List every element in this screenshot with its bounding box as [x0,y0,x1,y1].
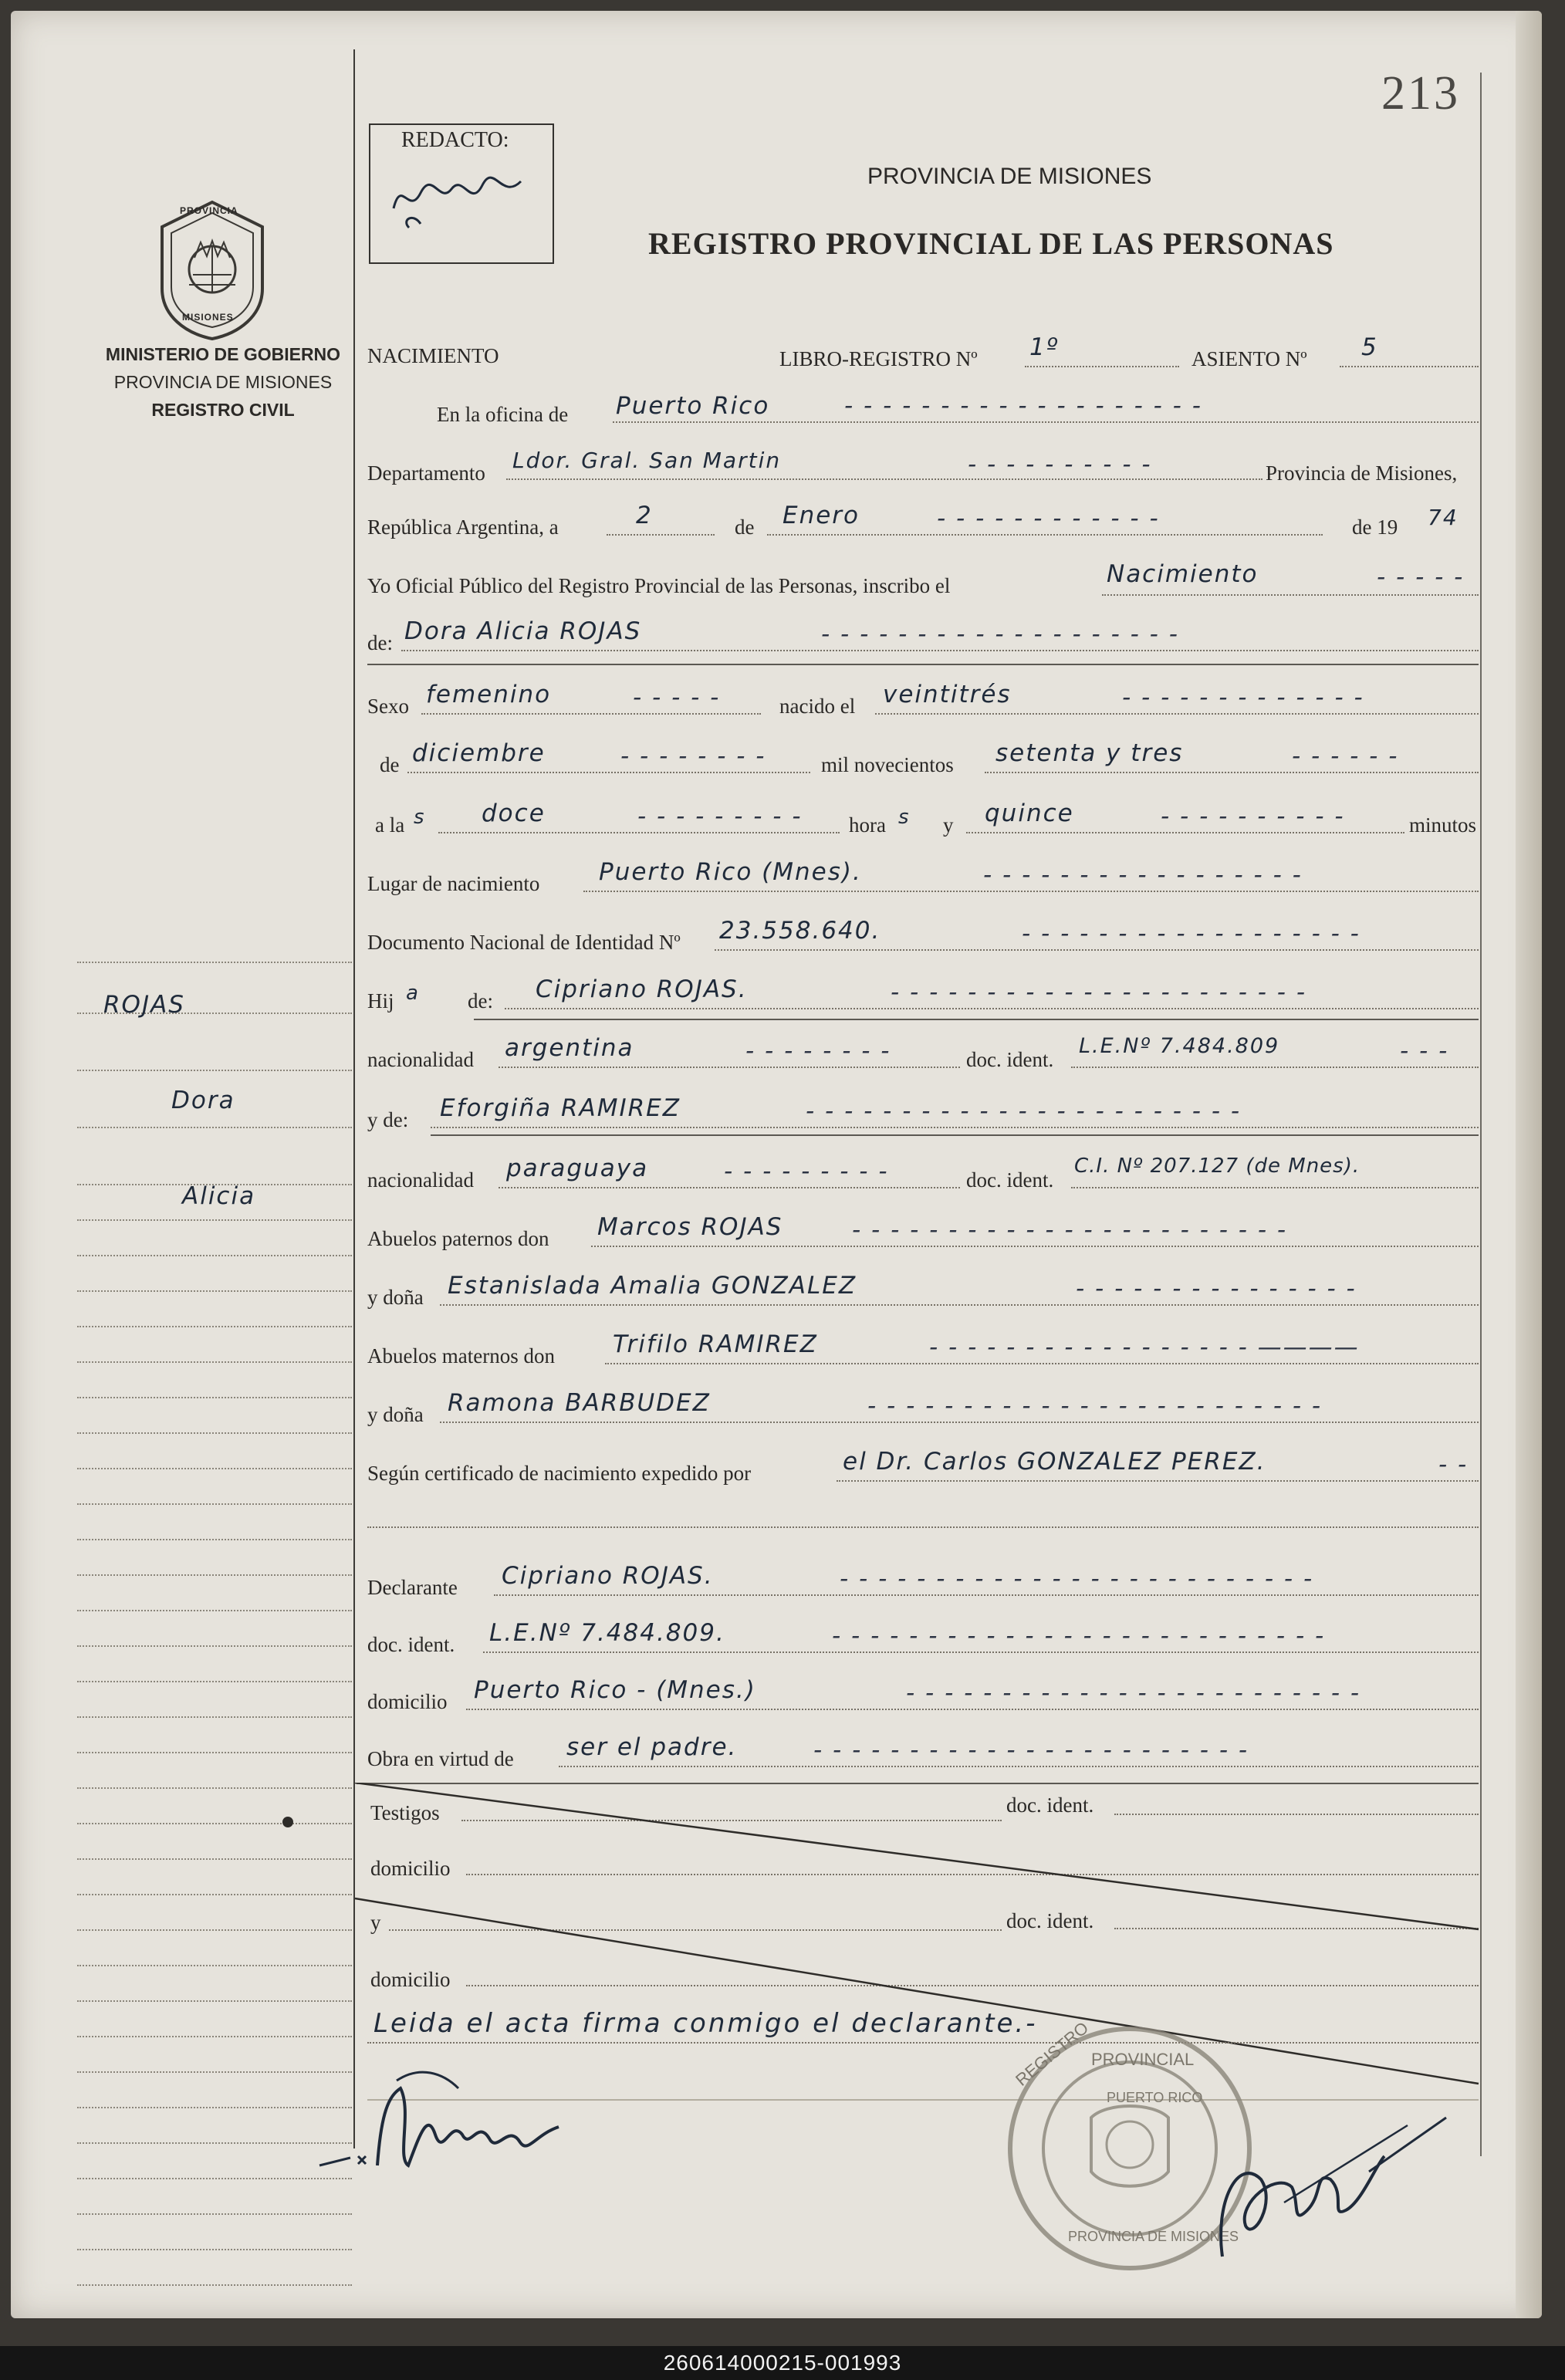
value-obra: ser el padre. [566,1733,738,1761]
redacto-label: REDACTO: [401,128,509,152]
value-abuela-paterna: Estanislada Amalia GONZALEZ [448,1272,857,1300]
value-declarante-doc: L.E.Nº 7.484.809. [489,1619,725,1647]
value-inscribe: Nacimiento [1107,560,1259,588]
label-documento: Documento Nacional de Identidad Nº [367,931,681,954]
line-hora [438,832,840,833]
value-abuelo-paterno: Marcos ROJAS [597,1213,783,1241]
margin-first-name: Dora [171,1087,235,1114]
line-leida [367,2042,1479,2044]
margin-surname: ROJAS [103,991,185,1019]
margin-line [77,1290,352,1292]
margin-line [77,2249,352,2250]
value-mes: Enero [782,502,860,529]
label-testigos: Testigos [370,1801,440,1824]
margin-second-name: Alicia [182,1182,256,1210]
margin-line [77,1752,352,1753]
line-libro [1025,366,1179,367]
label-testigo2-domicilio: domicilio [370,1968,451,1991]
margin-line [77,1929,352,1931]
label-y-de: y de: [367,1108,409,1131]
rule-after-padre [474,1019,1479,1020]
line-abuela-paterna [440,1304,1479,1306]
line-departamento [506,478,1262,480]
label-nacionalidad-madre: nacionalidad [367,1168,474,1192]
testigos-cancel-lines [355,1783,1482,2091]
value-declarante-domicilio: Puerto Rico - (Mnes.) [474,1676,756,1704]
value-madre: Eforgiña RAMIREZ [440,1094,681,1122]
redacto-signature [386,162,532,239]
margin-line [77,1539,352,1540]
label-abuelos-paternos: Abuelos paternos don [367,1227,549,1250]
label-yo-oficial: Yo Oficial Público del Registro Provincial de las Personas, inscribo el [367,574,951,597]
label-y-minutos: y [943,813,954,837]
seal-text-bottom: MISIONES [182,312,234,323]
line-mes [767,534,1323,536]
margin-line [77,1255,352,1256]
line-nacido-mes [407,772,810,773]
label-domicilio-declarante: domicilio [367,1690,448,1713]
margin-line [77,1681,352,1682]
line-obra [559,1766,1479,1767]
stamp-center-text: PUERTO RICO [1107,2090,1203,2105]
value-leida-acta: Leida el acta firma conmigo el declarante.- [374,2008,1038,2039]
value-libro: 1º [1029,333,1060,361]
label-nacido: nacido el [779,695,856,718]
value-nacido-anio: setenta y tres [995,739,1184,767]
label-testigo1-domicilio: domicilio [370,1857,451,1880]
line-minutos [966,832,1404,833]
margin-line [77,2000,352,2002]
line-nacionalidad-padre [499,1067,960,1068]
value-abuelo-materno: Trifilo RAMIREZ [613,1330,818,1358]
label-provincia: Provincia de Misiones, [1266,461,1458,485]
margin-line [77,1645,352,1647]
line-inscribe [1102,594,1479,596]
line-sexo [421,713,761,715]
page-number: 213 [1381,67,1460,120]
registry-title: REGISTRO PROVINCIAL DE LAS PERSONAS [648,226,1334,261]
margin-line [77,1219,352,1221]
register-page: 213 REDACTO: PROVINCIA DE MISIONES REGISTRO PROVINCIAL DE LAS PERSONAS PROVINCIA MISIONES MINISTERIO DE GOBIERNO PROVINCIA DE MISIONES REGISTRO CIVIL ROJAS Dora Alicia NACIMIENTO LIBRO-REGISTRO Nº 1º ASIENTO Nº 5 En la oficina de Puerto Rico - - - - - - - - - - - - - - - - - - - Departamento Ldor. Gral. San Martin - - - - - - - - - - Provincia de Misiones, República Argentina, a 2 de Enero - - - - - - - - - - - - de 19 74 Yo Oficial Público del Registro Provincial de las Personas, inscribo el Nacimiento - - - - - de: Dora Alicia ROJAS - - - - - - - - - - - - - - - - - - - Sexo femenino - - - - - nacido el veintitrés - - - - - - - - - - - - - de diciembre - - - - - - - - mil novecientos setenta y tres - - - - - - a la s doce - - - - - - - - - hora s y quince - - - - - - - - - - minutos Lugar de nacimiento Puerto Rico (Mnes). - - - - - - - - - - - - - - - - - Documento Nacional de Identidad Nº 23.558.640. - - - - - - - - - - - - - - - - - - Hij a de: Cipriano ROJAS. - - - - - - - - - - - - - - - - - - - - - - nacionalidad argentina - - - - - - - - doc. ident. L.E.Nº 7.484.809 - - - y de: Eforgiña RAMIREZ - - - - - - - - - - - - - - - - - - - - - - - nacionalidad paraguaya - - - - - - - - - doc. ident. C.I. Nº 207.127 (de Mnes). Abuelos paternos don Marcos ROJAS - - - - - - - - - - - - - - - - - - - - - - - y doña Estanislada Amalia GONZALEZ - - - - - - - - - - - - - - - Abuelos maternos don Trifilo RAMIREZ - - - - - - - - - - - - - - - - - ———— y doña Ramona BARBUDEZ - - - - - - - - - - - - - - - - - - - - - - - - Según certificado de nacimiento expedido por el Dr. Carlos GONZALEZ PEREZ. - - Declarante Cipriano ROJAS. - - - - - - - - - - - - - - - - - - - - - - - - - doc. ident. L.E.Nº 7.484.809. - - - - - - - - - - - - - - - - - - - - - - - - - - domicilio Puerto Rico - (Mnes.) - - - - - - - - - - - - - - - - - - - - - - - - Obra en virtud de ser el padre. - - - - - - - - - - - - - - - - - - - - - - - Testigos doc. ident. domicilio y doc. ident. domicilio Leida el acta firma conmigo el declarante.- REGISTRO PROVINCIAL PUERTO RICO PROVINCIA DE MISIONES [11,11,1542,2318]
value-madre-doc: C.I. Nº 207.127 (de Mnes). [1074,1155,1361,1178]
margin-line [77,1468,352,1469]
svg-text:REGISTRO: REGISTRO [1012,2017,1093,2090]
label-oficina: En la oficina de [437,403,569,426]
label-mil: mil novecientos [821,753,954,776]
margin-line [77,1858,352,1860]
margin-line [77,1361,352,1363]
value-madre-nacionalidad: paraguaya [506,1155,649,1182]
value-dia: 2 [636,502,653,529]
value-hora: doce [482,800,546,827]
line-oficina [613,421,1479,423]
line-abuela-materna [440,1422,1479,1423]
label-declarante: Declarante [367,1576,458,1599]
label-de-anio: de 19 [1352,516,1398,539]
line-nacido-anio [985,772,1479,773]
label-testigo1-doc: doc. ident. [1006,1793,1094,1817]
value-nacido-dia: veintitrés [883,681,1012,708]
label-testigo2-doc: doc. ident. [1006,1909,1094,1932]
label-horas: hora [849,813,886,837]
label-obra: Obra en virtud de [367,1747,514,1770]
ministry-line2: PROVINCIA DE MISIONES [113,372,333,392]
stamp-bottom-text: PROVINCIA DE MISIONES [1068,2229,1239,2244]
label-y-testigo: y [370,1911,381,1934]
label-minutos: minutos [1409,813,1477,837]
line-nombre [401,650,1479,651]
value-certificado: el Dr. Carlos GONZALEZ PEREZ. [843,1448,1266,1476]
province-heading: PROVINCIA DE MISIONES [867,164,1152,189]
line-documento [715,949,1479,951]
value-declarante: Cipriano ROJAS. [502,1562,714,1590]
margin-line [77,1574,352,1576]
label-de-nombre: de: [367,631,393,654]
value-hij-suffix: a [406,982,420,1005]
margin-line [77,1787,352,1789]
label-sexo: Sexo [367,695,409,718]
ministry-line1: MINISTERIO DE GOBIERNO [105,344,341,364]
label-de-padre: de: [468,989,493,1013]
value-lugar: Puerto Rico (Mnes). [599,858,862,886]
rule-after-nombre [367,664,1479,665]
footer-id: 260614000215-001993 [663,2351,902,2375]
line-doc-padre [1071,1067,1479,1068]
label-dona-materna: y doña [367,1403,424,1426]
margin-line [77,2213,352,2215]
value-nacido-mes: diciembre [412,739,546,767]
margin-line [77,1503,352,1505]
label-hij: Hij [367,989,394,1013]
ink-dot [282,1817,293,1827]
label-abuelos-maternos: Abuelos maternos don [367,1344,555,1367]
value-padre-doc: L.E.Nº 7.484.809 [1079,1034,1280,1058]
line-certificado-2 [367,1526,1479,1528]
label-libro: LIBRO-REGISTRO Nº [779,347,978,370]
label-doc-madre: doc. ident. [966,1168,1054,1192]
label-de-mes: de [380,753,400,776]
line-nacionalidad-madre [499,1187,960,1188]
svg-text:PROVINCIAL: PROVINCIAL [1091,2050,1195,2069]
line-abuelo-materno [605,1363,1479,1364]
label-a-las: a la [375,813,405,837]
value-nombre: Dora Alicia ROJAS [404,617,642,645]
label-lugar: Lugar de nacimiento [367,872,540,895]
margin-line [77,1070,352,1071]
margin-line [77,1965,352,1966]
margin-line [77,1610,352,1611]
value-dni: 23.558.640. [719,917,881,945]
margin-line [77,1127,352,1128]
margin-line [77,2036,352,2037]
value-las-suffix: s [414,806,426,829]
margin-line [77,1326,352,1327]
line-doc-declarante [483,1651,1479,1653]
line-asiento [1340,366,1479,367]
line-dia [607,534,715,536]
margin-line [77,962,352,963]
line-madre [431,1127,1479,1128]
value-abuela-materna: Ramona BARBUDEZ [448,1389,711,1417]
label-nacionalidad-padre: nacionalidad [367,1048,474,1071]
value-anio: 74 [1428,505,1459,530]
rule-after-madre [431,1134,1479,1136]
line-padre [505,1008,1479,1009]
label-doc-declarante: doc. ident. [367,1633,455,1656]
value-horas-suffix: s [898,806,911,829]
margin-line [77,1894,352,1895]
line-lugar [583,891,1479,892]
value-padre-nacionalidad: argentina [505,1034,634,1062]
margin-line [77,1432,352,1434]
line-nacido [875,713,1479,715]
line-abuelo-paterno [591,1246,1479,1247]
line-declarante [494,1594,1479,1596]
label-nacimiento: NACIMIENTO [367,344,499,367]
line-domicilio-declarante [466,1709,1479,1710]
label-de: de [735,516,755,539]
value-departamento: Ldor. Gral. San Martin [512,448,782,473]
value-sexo: femenino [426,681,552,708]
margin-line [77,2284,352,2286]
label-doc-padre: doc. ident. [966,1048,1054,1071]
label-segun: Según certificado de nacimiento expedido por [367,1462,752,1485]
line-certificado [837,1480,1479,1482]
registrar-signature [1191,2110,1485,2272]
value-oficina: Puerto Rico [616,392,770,420]
declarant-signature [304,2065,597,2189]
value-asiento: 5 [1361,333,1378,361]
ministry-line3: REGISTRO CIVIL [151,400,295,420]
label-republica: República Argentina, a [367,516,559,539]
value-minutos: quince [985,800,1074,827]
label-departamento: Departamento [367,461,485,485]
margin-line [77,1397,352,1398]
label-asiento: ASIENTO Nº [1191,347,1307,370]
label-dona-paterna: y doña [367,1286,424,1309]
margin-line [77,1823,352,1824]
line-doc-madre [1071,1187,1479,1188]
value-padre: Cipriano ROJAS. [536,975,748,1003]
seal-text-top: PROVINCIA [180,205,238,216]
margin-line [77,1716,352,1718]
page-edge [1516,11,1542,2318]
